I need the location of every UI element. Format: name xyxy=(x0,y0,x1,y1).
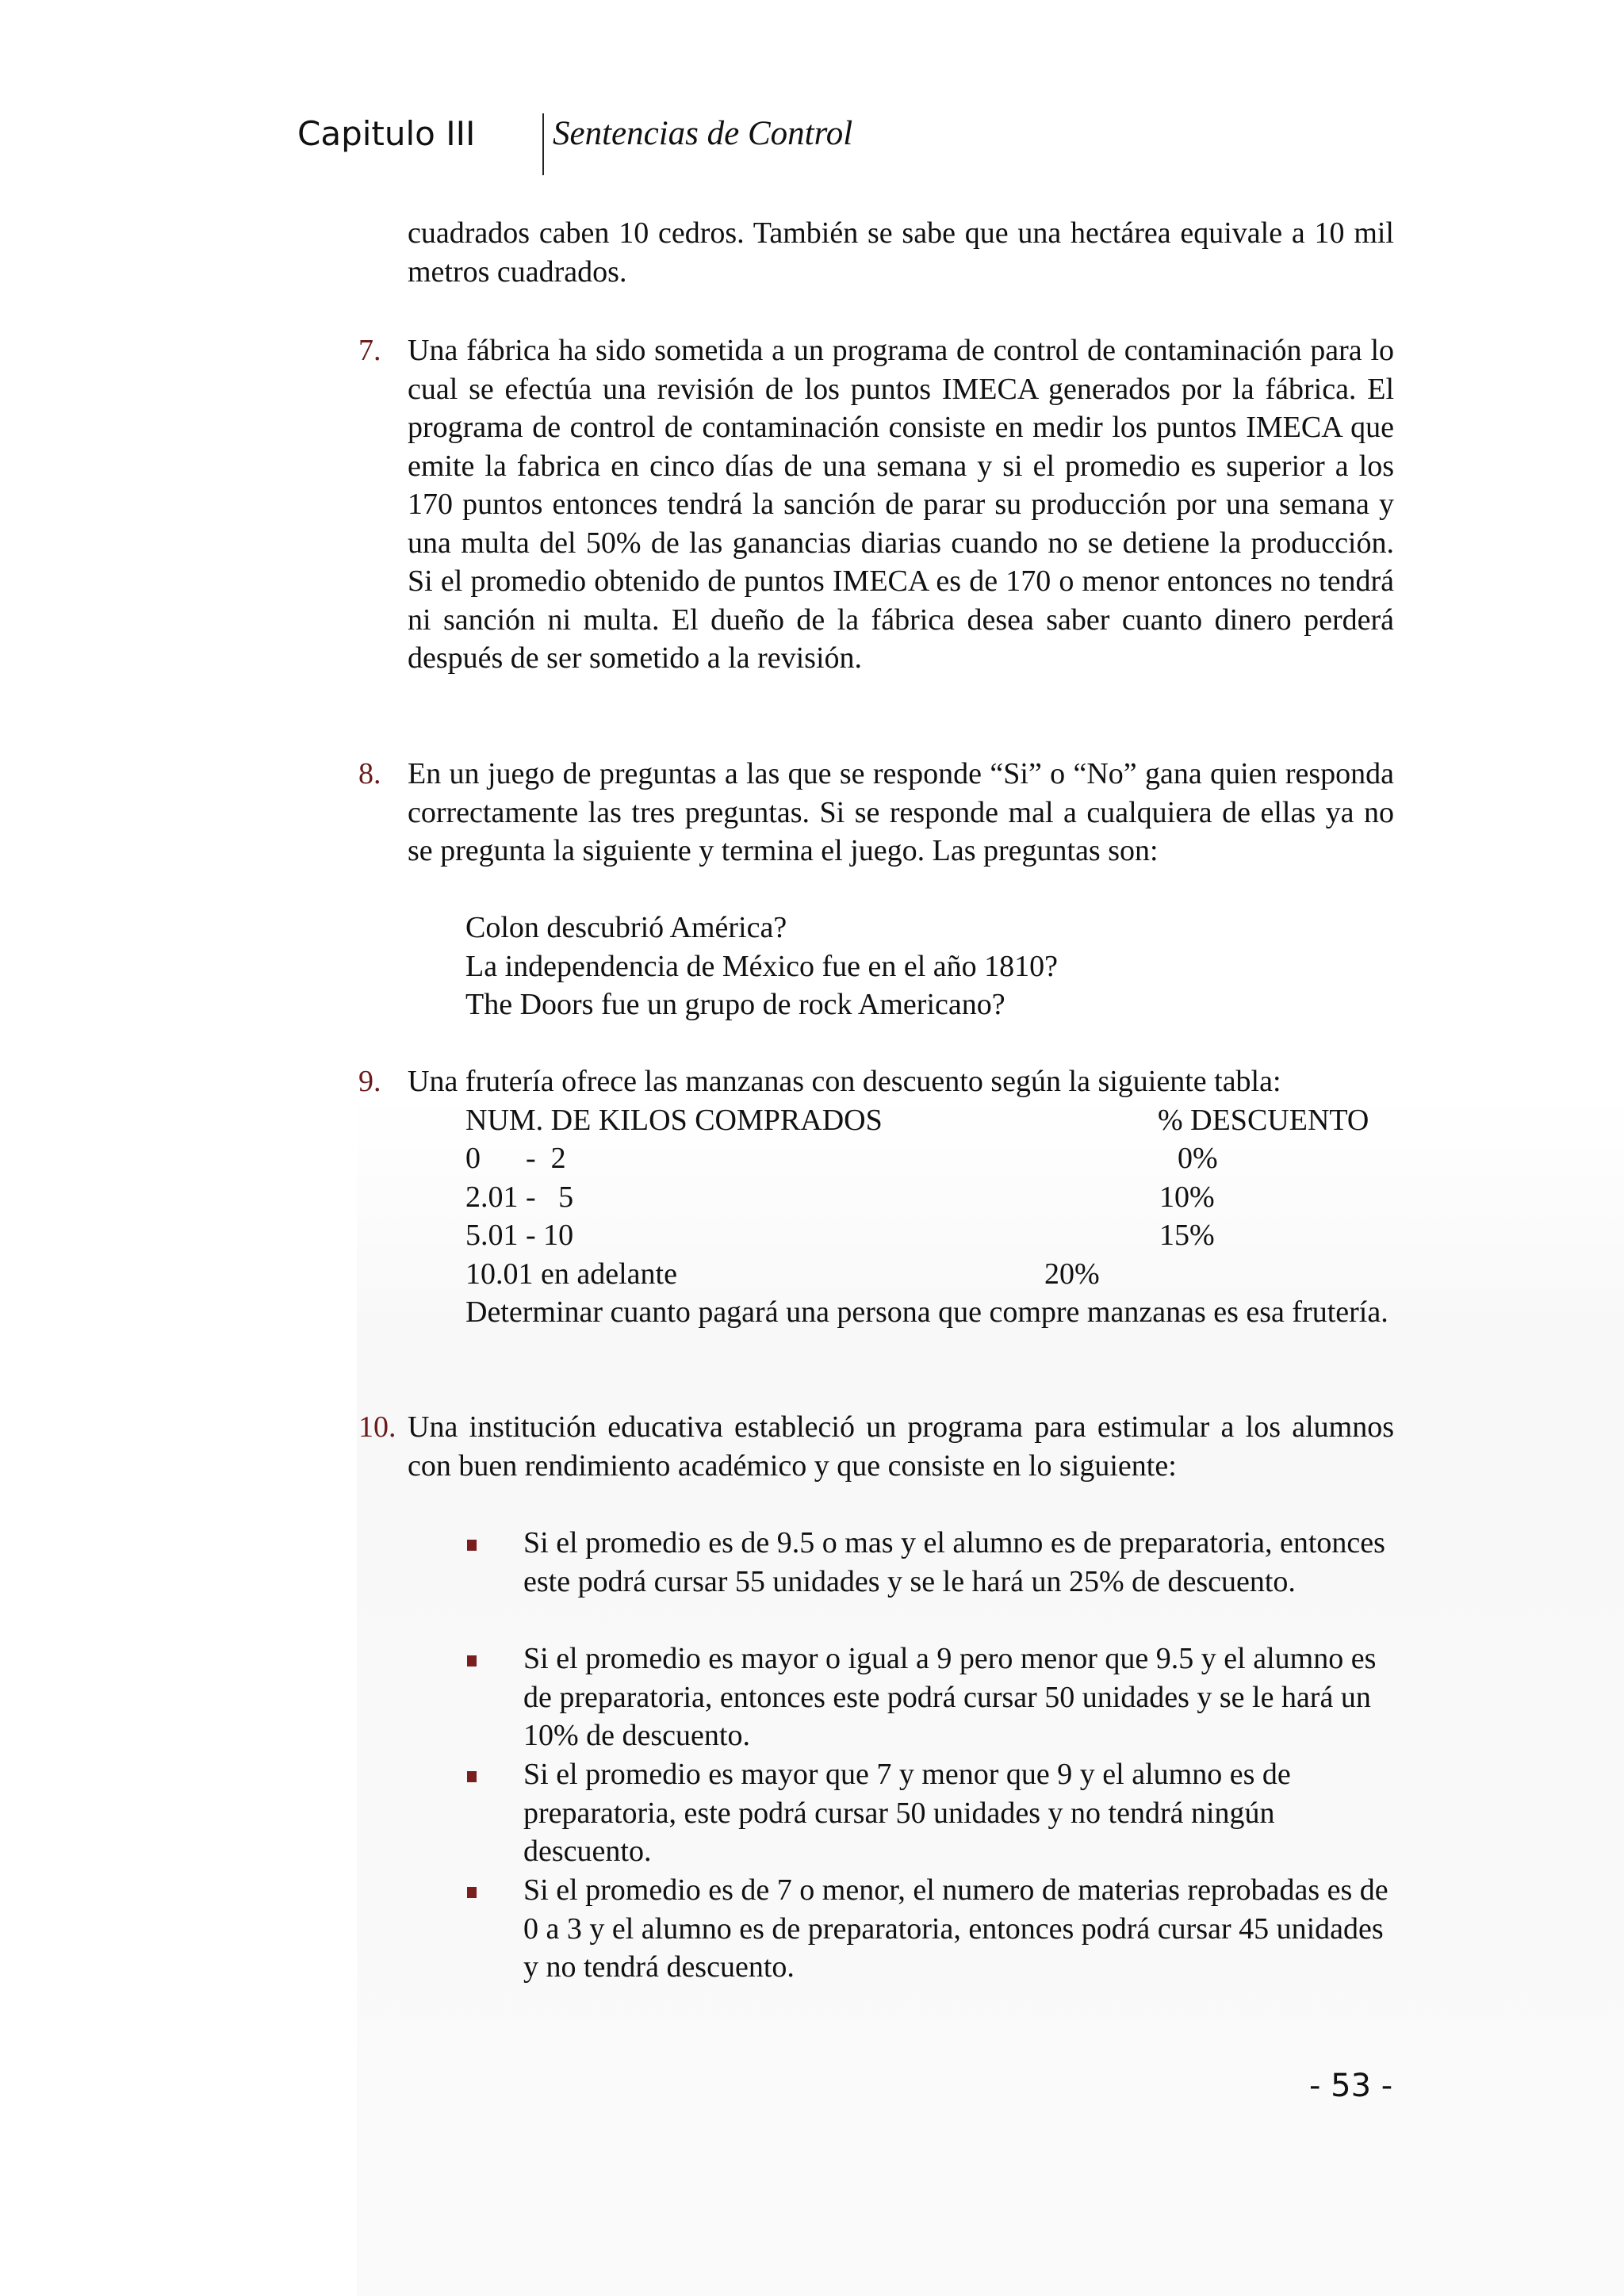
bullet-item: Si el promedio es mayor o igual a 9 pero menor que 9.5 y el alumno es de preparatoria, entonces este podrá cursar 50 unidades y se le hará un 10% de descuento. xyxy=(523,1642,1377,1752)
section-title: Sentencias de Control xyxy=(553,115,853,152)
bullet-item: Si el promedio es mayor que 7 y menor que 9 y el alumno es de preparatoria, este podrá cursar 50 unidades y no tendrá ningún descuento. xyxy=(523,1758,1291,1868)
table-row-kilos: 5.01 - 10 xyxy=(465,1219,574,1252)
page-number: - 53 - xyxy=(1309,2068,1393,2104)
problem-10-text: Una institución educativa estableció un programa para estimular a los alumnos con buen rendimiento académico y que consiste en lo siguiente: xyxy=(408,1410,1394,1483)
bullet-marker xyxy=(467,1540,477,1551)
bullet-marker xyxy=(467,1887,477,1898)
question-2: La independencia de México fue en el año 1810? xyxy=(465,950,1059,983)
table-header-kilos: NUM. DE KILOS COMPRADOS xyxy=(465,1104,883,1137)
chapter-title: Capitulo III xyxy=(297,114,476,153)
header-divider xyxy=(542,113,544,175)
problem-8-number: 8. xyxy=(358,757,381,790)
bullet-marker xyxy=(467,1655,477,1667)
problem-8-text: En un juego de preguntas a las que se responde “Si” o “No” gana quien responda correctamente las tres preguntas. Si se responde mal a cualquiera de ellas ya no se pregunta la siguiente y termina el juego. Las preguntas son: xyxy=(408,757,1394,867)
problem-7-number: 7. xyxy=(358,334,381,367)
table-row-discount: 0% xyxy=(1178,1142,1218,1175)
table-row-kilos: 0 - 2 xyxy=(465,1142,566,1175)
table-row-kilos: 2.01 - 5 xyxy=(465,1181,574,1214)
problem-9-number: 9. xyxy=(358,1065,381,1098)
problem-9-closing: Determinar cuanto pagará una persona que compre manzanas es esa frutería. xyxy=(465,1295,1388,1329)
table-row-discount: 15% xyxy=(1159,1219,1215,1252)
question-1: Colon descubrió América? xyxy=(465,911,787,944)
bullet-item: Si el promedio es de 9.5 o mas y el alumno es de preparatoria, entonces este podrá cursar 55 unidades y se le hará un 25% de descuento. xyxy=(523,1526,1385,1598)
table-header-discount: % DESCUENTO xyxy=(1158,1104,1369,1137)
table-row-kilos: 10.01 en adelante xyxy=(465,1257,677,1291)
bullet-marker xyxy=(467,1771,477,1782)
question-3: The Doors fue un grupo de rock Americano? xyxy=(465,988,1005,1021)
intro-paragraph: cuadrados caben 10 cedros. También se sabe que una hectárea equivale a 10 mil metros cuadrados. xyxy=(408,216,1394,289)
problem-10-number: 10. xyxy=(358,1410,396,1444)
bullet-item: Si el promedio es de 7 o menor, el numero de materias reprobadas es de 0 a 3 y el alumno es de preparatoria, entonces podrá cursar 45 unidades y no tendrá descuento. xyxy=(523,1873,1388,1984)
table-row-discount: 20% xyxy=(1044,1257,1100,1291)
table-row-discount: 10% xyxy=(1159,1181,1215,1214)
problem-7-text: Una fábrica ha sido sometida a un programa de control de contaminación para lo cual se efectúa una revisión de los puntos IMECA generados por la fábrica. El programa de control de contaminación consiste en medir los puntos IMECA que emite la fabrica en cinco días de una semana y si el promedio es superior a los 170 puntos entonces tendrá la sanción de parar su producción por una semana y una multa del 50% de las ganancias diarias cuando no se detiene la producción. Si el promedio obtenido de puntos IMECA es de 170 o menor entonces no tendrá ni sanción ni multa. El dueño de la fábrica desea saber cuanto dinero perderá después de ser sometido a la revisión. xyxy=(408,334,1394,675)
problem-9-text: Una frutería ofrece las manzanas con descuento según la siguiente tabla: xyxy=(408,1065,1281,1098)
